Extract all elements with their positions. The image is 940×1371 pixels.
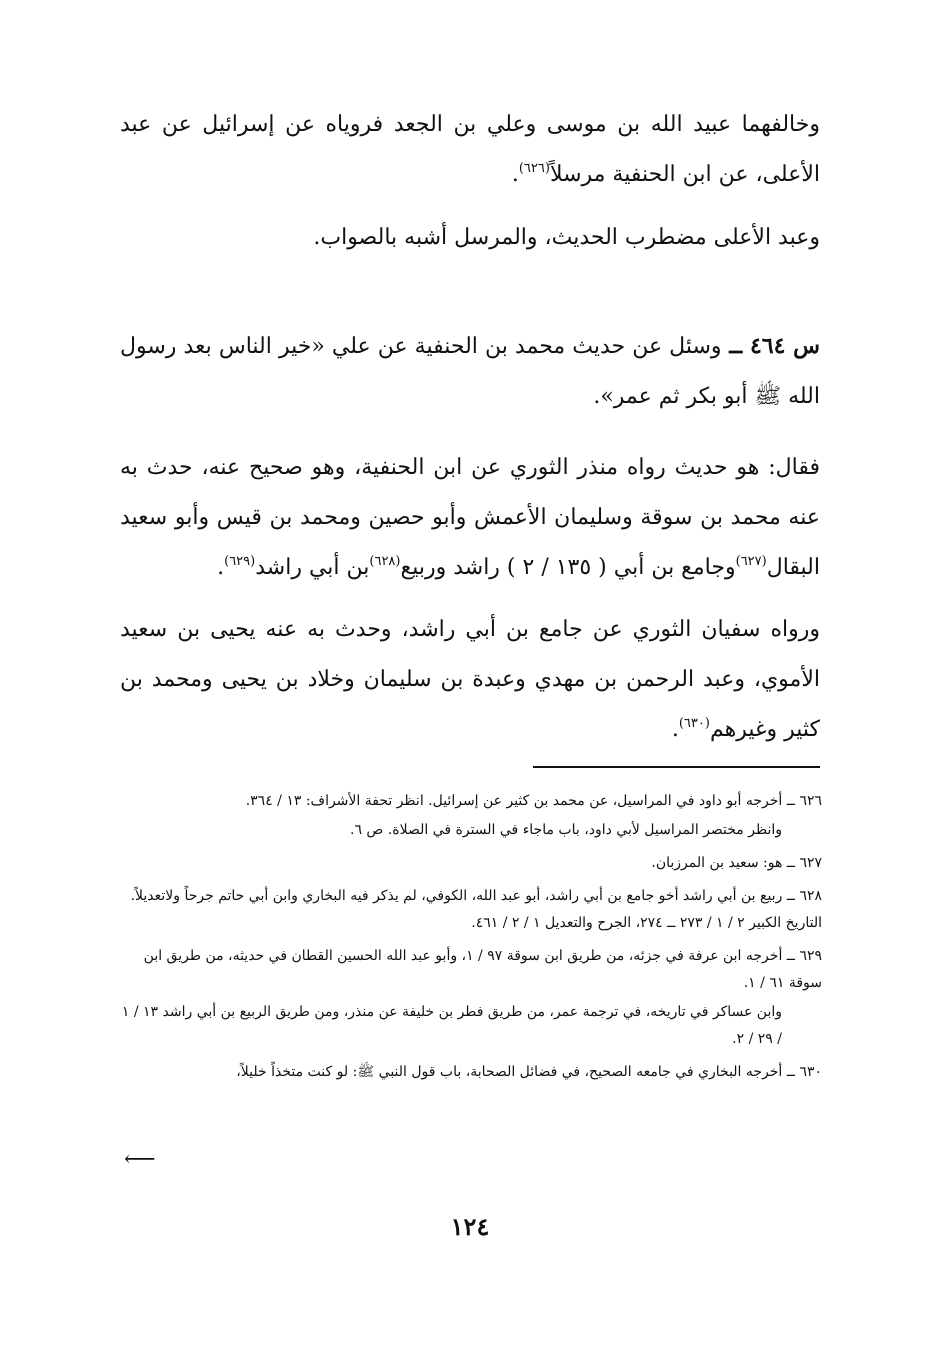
footnote-630: ٦٣٠ ــ أخرجه البخاري في جامعه الصحيح، في فضائل الصحابة، باب قول النبي ﷺ: لو كنت متخذاً خليلاً، <box>236 1064 822 1080</box>
paragraph-5: ورواه سفيان الثوري عن جامع بن أبي راشد، وحدث به عنه يحيى بن سعيد الأموي، وعبد الرحمن بن مهدي وعبدة بن سليمان وخلاد بن يحيى ومحمد بن كثير وغيرهم$^{(٦٣٠)}$. <box>120 617 820 742</box>
question-text: وسئل عن حديث محمد بن الحنفية عن علي «خير الناس بعد رسول الله ﷺ أبو بكر ثم عمر». <box>120 334 820 409</box>
footnote-separator <box>533 766 820 768</box>
question-464 <box>120 321 820 422</box>
footnote-ref-628: (٦٢٨) <box>369 554 401 569</box>
paragraph-1: وخالفهما عبيد الله بن موسى وعلي بن الجعد فروياه عن إسرائيل عن عبد الأعلى، عن ابن الحنفية مرسلاً$^{(٦٢٦)}$. <box>120 112 820 187</box>
paragraph-2-text: وعبد الأعلى مضطرب الحديث، والمرسل أشبه بالصواب. <box>313 225 820 250</box>
continuation-arrow-icon: ⟵ <box>124 1147 156 1172</box>
footnote-ref-629: (٦٢٩) <box>224 554 256 569</box>
footnote-629-continued: وابن عساكر في تاريخه، في ترجمة عمر، من طريق فطر بن خليفة عن منذر، ومن طريق الربيع بن أبي راشد ١٣ / ١ / ٢٩ / ٢. <box>121 1004 782 1047</box>
footnote-629: ٦٢٩ ــ أخرجه ابن عرفة في جزئه، من طريق ابن سوقة ٩٧ / ١، وأبو عبد الله الحسين القطان في حديثه، من طريق ابن سوقة ٦١ / ١. <box>143 948 822 991</box>
paragraph-1-text: وخالفهما عبيد الله بن موسى وعلي بن الجعد فروياه عن إسرائيل عن عبد الأعلى، عن ابن الحنفية مرسلاً <box>120 112 820 187</box>
footnote-626: ٦٢٦ ــ أخرجه أبو داود في المراسيل، عن محمد بن كثير عن إسرائيل. انظر تحفة الأشراف: ١٣ / ٣٦٤. <box>245 793 822 809</box>
footnote-ref-630: (٦٣٠) <box>678 716 710 731</box>
question-number: س ٤٦٤ ــ <box>721 333 821 359</box>
footnote-626-continued: وانظر مختصر المراسيل لأبي داود، باب ماجاء في السترة في الصلاة. ص ٦. <box>350 822 782 838</box>
page-number: ١٢٤ <box>450 1212 490 1241</box>
paragraph-2 <box>120 213 820 263</box>
footnotes <box>118 788 822 1092</box>
footnote-628: ٦٢٨ ــ ربيع بن أبي راشد أخو جامع بن أبي راشد، أبو عبد الله، الكوفي، لم يذكر فيه البخاري وابن أبي حاتم جرحاً ولاتعديلاً. التاريخ الكبير ٢ / ١ / ٢٧٣ ــ ٢٧٤، الجرح والتعديل ١ / ٢ / ٤٦١. <box>130 888 822 931</box>
footnote-ref-627: (٦٢٧) <box>735 554 767 569</box>
footnote-627: ٦٢٧ ــ هو: سعيد بن المرزبان. <box>651 855 822 871</box>
footnote-ref-626: (٦٢٦) <box>518 161 550 176</box>
answer-paragraph: فقال: هو حديث رواه منذر الثوري عن ابن الحنفية، وهو صحيح عنه، حدث به عنه محمد بن سوقة وسليمان الأعمش وأبو حصين ومحمد بن قيس وأبو سعيد البقال$^{(٦٢٧)}$وجامع بن أبي ( ١٣٥ / ٢ ) راشد وربيع$^{(٦٢٨)}$بن أبي راشد$^{(٦٢٩)}$. <box>120 455 820 580</box>
